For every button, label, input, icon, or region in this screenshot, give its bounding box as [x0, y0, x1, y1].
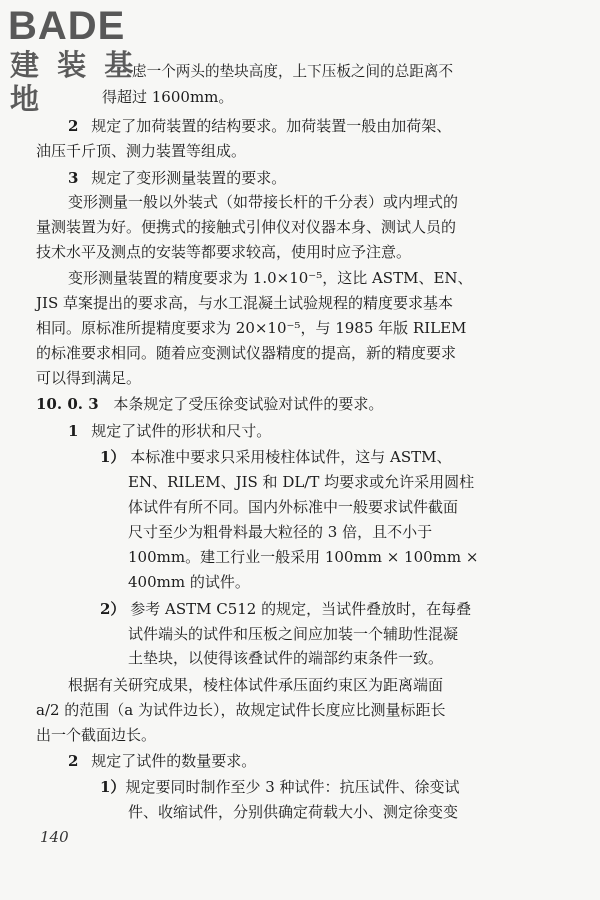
- sub-item-1: [100, 447, 451, 467]
- text-line: [128, 497, 458, 517]
- item-number: 3: [68, 169, 79, 187]
- text-line: [36, 368, 141, 388]
- text-line: [36, 217, 456, 237]
- item-number: 1: [68, 422, 79, 440]
- list-item-2: [68, 116, 451, 136]
- line-text: 得超过 1600mm。: [102, 88, 234, 106]
- line-text: 试件端头的试件和压板之间应加装一个辅助性混凝: [128, 625, 459, 643]
- text-line: [128, 522, 432, 542]
- section-heading: [36, 394, 383, 414]
- line-text: 土垫块，以使得该叠试件的端部约束条件一致。: [128, 649, 444, 667]
- line-text: 本标准中要求只采用棱柱体试件，这与 ASTM、: [130, 448, 452, 466]
- logo-latin-text: BADE: [8, 4, 126, 48]
- text-line: [68, 675, 443, 695]
- line-text: 相同。原标准所提精度要求为 20×10⁻⁵，与 1985 年版 RILEM: [36, 319, 467, 337]
- page-number: 140: [40, 828, 69, 846]
- line-text: 虑一个两头的垫块高度，上下压板之间的总距离不: [132, 63, 454, 80]
- text-line: [102, 87, 233, 107]
- line-text: 油压千斤顶、测力装置等组成。: [36, 142, 247, 160]
- text-line: [132, 62, 453, 82]
- logo-chinese-text: 建 装 基 地: [10, 48, 138, 116]
- line-text: 量测装置为好。便携式的接触式引伸仪对仪器本身、测试人员的: [36, 218, 457, 236]
- text-line: [36, 700, 446, 720]
- line-text: 400mm 的试件。: [128, 573, 250, 591]
- line-text: a/2 的范围（a 为试件边长），故规定试件长度应比测量标距长: [36, 701, 446, 719]
- item-number: 2: [68, 752, 79, 770]
- sub-item-1: [100, 777, 460, 797]
- text-line: [68, 268, 473, 288]
- text-line: [36, 242, 411, 262]
- line-text: 可以得到满足。: [36, 369, 142, 387]
- line-text: 尺寸至少为粗骨料最大粒径的 3 倍，且不小于: [128, 523, 433, 541]
- line-text: 规定了变形测量装置的要求。: [91, 169, 287, 187]
- text-line: [128, 648, 443, 668]
- item-number: 2）: [100, 600, 126, 618]
- line-text: 规定要同时制作至少 3 种试件：抗压试件、徐变试: [125, 778, 460, 796]
- line-text: 体试件有所不同。国内外标准中一般要求试件截面: [128, 498, 459, 516]
- line-text: 根据有关研究成果，棱柱体试件承压面约束区为距离端面: [68, 676, 444, 694]
- section-number: 10. 0. 3: [36, 395, 99, 413]
- line-text: 本条规定了受压徐变试验对试件的要求。: [113, 395, 384, 413]
- line-text: 规定了加荷装置的结构要求。加荷装置一般由加荷架、: [91, 117, 452, 135]
- item-number: 2: [68, 117, 79, 135]
- text-line: [128, 572, 250, 592]
- line-text: 100mm。建工行业一般采用 100mm × 100mm ×: [128, 548, 479, 566]
- text-line: [128, 472, 474, 492]
- line-text: 件、收缩试件，分别供确定荷载大小、测定徐变变: [128, 803, 459, 821]
- text-line: [36, 141, 246, 161]
- text-line: [128, 802, 458, 822]
- text-line: [36, 293, 453, 313]
- text-line: [128, 547, 478, 567]
- line-text: 变形测量一般以外装式（如带接长杆的千分表）或内埋式的: [68, 193, 459, 211]
- list-item-2: [68, 751, 256, 771]
- text-line: [36, 725, 156, 745]
- item-number: 1）: [100, 778, 126, 796]
- line-text: 出一个截面边长。: [36, 726, 157, 744]
- item-number: 1）: [100, 448, 126, 466]
- sub-item-2: [100, 599, 471, 619]
- line-text: 的标准要求相同。随着应变测试仪器精度的提高，新的精度要求: [36, 344, 457, 362]
- line-text: JIS 草案提出的要求高，与水工混凝土试验规程的精度要求基本: [36, 294, 453, 312]
- line-text: 参考 ASTM C512 的规定，当试件叠放时，在每叠: [130, 600, 472, 618]
- line-text: 变形测量装置的精度要求为 1.0×10⁻⁵，这比 ASTM、EN、: [68, 269, 473, 287]
- text-line: [36, 318, 466, 338]
- line-text: 规定了试件的形状和尺寸。: [91, 422, 272, 440]
- list-item-3: [68, 168, 286, 188]
- line-text: EN、RILEM、JIS 和 DL/T 均要求或允许采用圆柱: [128, 473, 475, 491]
- text-line: [36, 343, 456, 363]
- line-text: 技术水平及测点的安装等都要求较高，使用时应予注意。: [36, 243, 412, 261]
- text-line: [68, 192, 458, 212]
- line-text: 规定了试件的数量要求。: [91, 752, 257, 770]
- text-line: [128, 624, 458, 644]
- list-item-1: [68, 421, 271, 441]
